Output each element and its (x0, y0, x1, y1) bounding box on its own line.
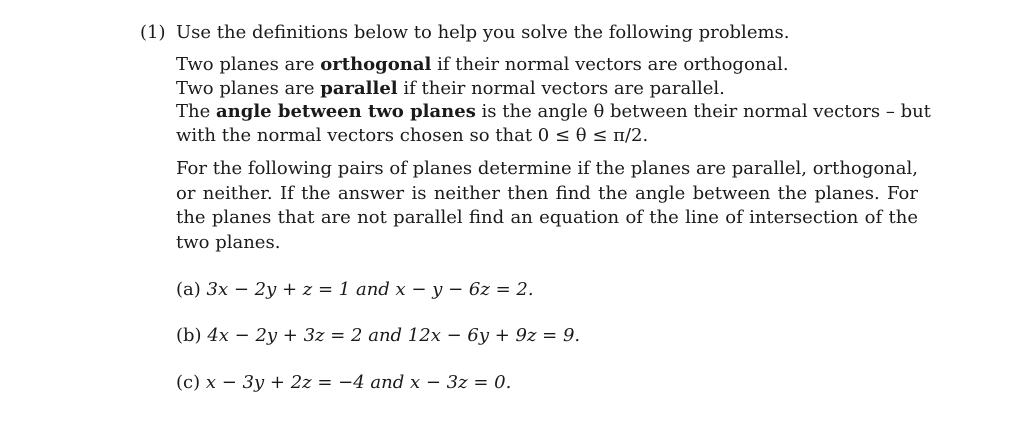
part-c (176, 371, 511, 395)
part-b-equation: 4x − 2y + 3z = 2 and 12x − 6y + 9z = 9. (207, 325, 581, 346)
definition-parallel-prefix: Two planes are (176, 77, 321, 99)
definition-angle-prefix: The (176, 101, 216, 122)
definition-angle (176, 100, 931, 124)
definition-angle-line2: with the normal vectors chosen so that 0 ≤ θ ≤ π/2. (176, 124, 649, 146)
part-c-label: (c) (176, 372, 201, 393)
part-b-label: (b) (176, 325, 202, 346)
definition-parallel (176, 77, 921, 101)
task-paragraph: For the following pairs of planes determine if the planes are parallel, orthogonal, or neither. If the answer is neither then find the angle between the planes. For the planes that are not parallel find an equation of the line of intersection of the two planes. (176, 158, 918, 253)
definition-orthogonal-term: orthogonal (320, 54, 432, 75)
definition-orthogonal-suffix: if their normal vectors are orthogonal. (431, 54, 789, 75)
definition-angle-term: angle between two planes (215, 101, 476, 122)
definition-parallel-term: parallel (320, 77, 398, 99)
part-a-equation: 3x − 2y + z = 1 and x − y − 6z = 2. (206, 279, 534, 300)
part-a-label: (a) (176, 279, 201, 300)
definition-orthogonal-prefix: Two planes are (176, 54, 321, 75)
part-a (176, 278, 534, 302)
definition-angle-suffix: is the angle θ between their normal vectors – but (475, 101, 931, 122)
problem-intro: Use the definitions below to help you solve the following problems. (176, 22, 790, 43)
definition-parallel-suffix: if their normal vectors are parallel. (397, 77, 725, 99)
definitions-block (176, 53, 931, 147)
part-b (176, 324, 580, 348)
problem-number: (1) (140, 22, 166, 43)
definition-orthogonal (176, 53, 921, 77)
part-c-equation: x − 3y + 2z = −4 and x − 3z = 0. (205, 372, 512, 393)
